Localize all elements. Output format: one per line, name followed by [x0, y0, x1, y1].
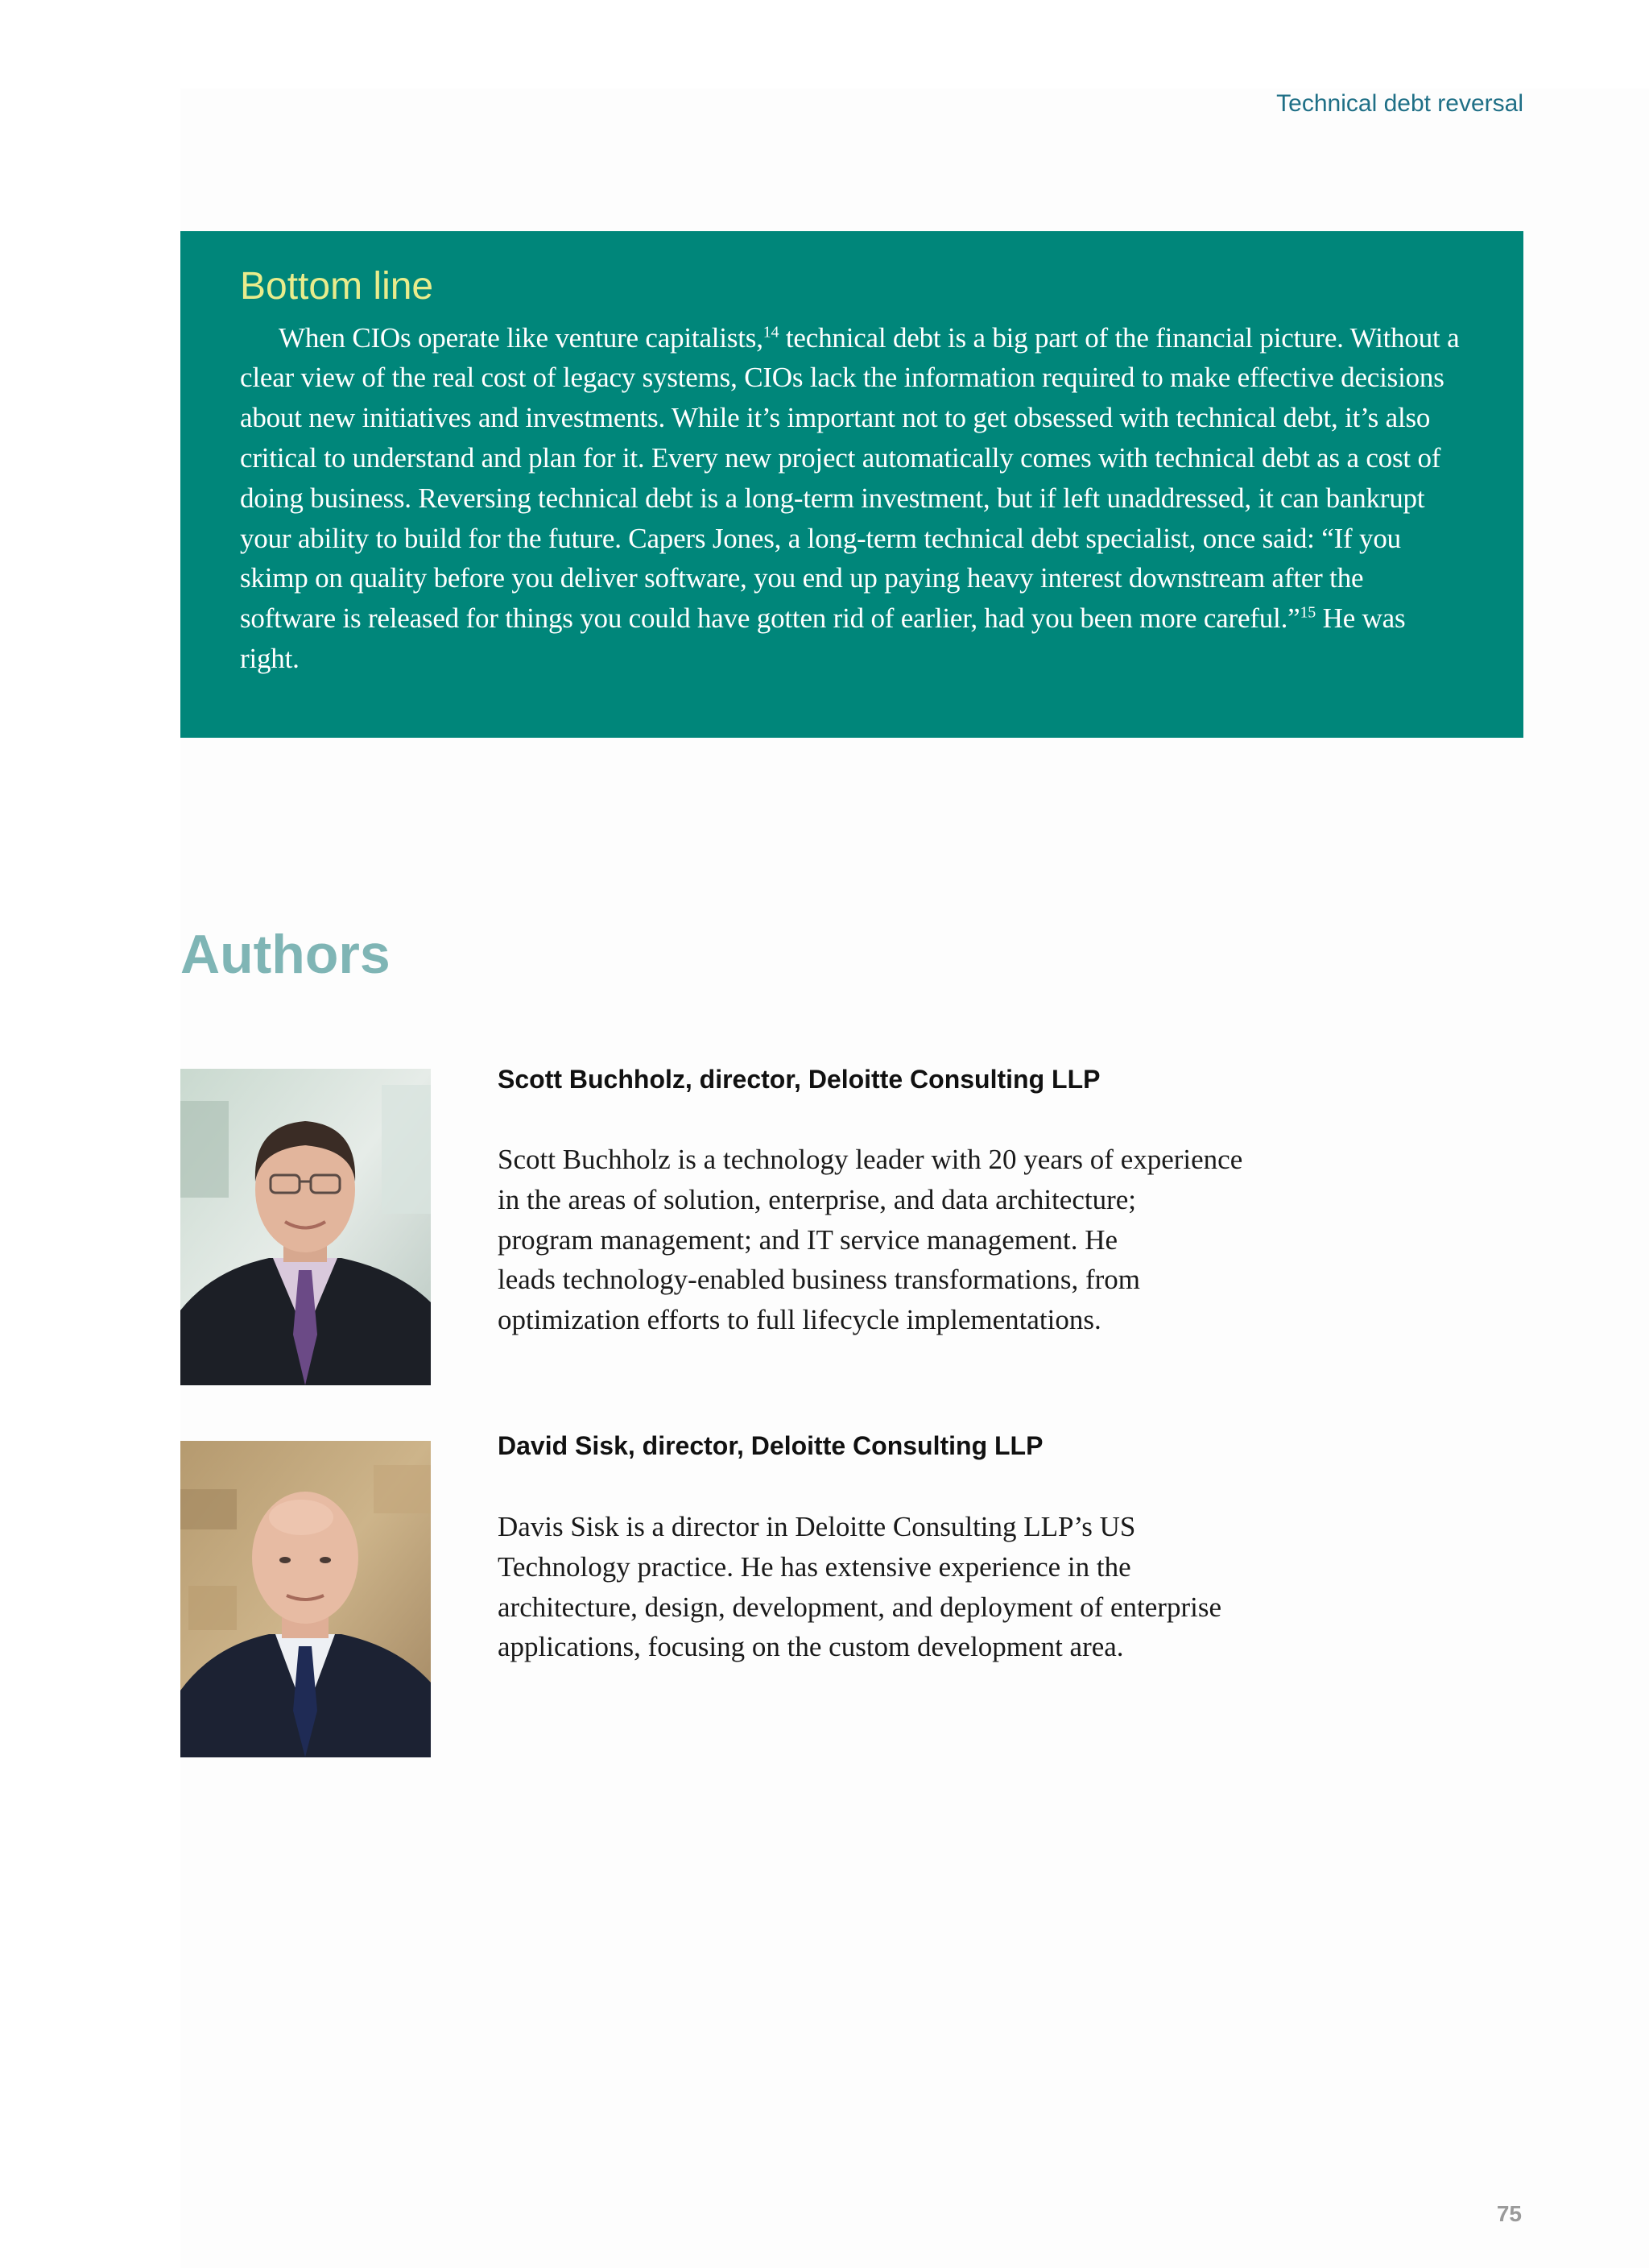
author-name-david-sisk: David Sisk, director, Deloitte Consulting LLP	[498, 1431, 1044, 1460]
bio-line: Technology practice. He has extensive experience in the	[498, 1550, 1131, 1583]
bio-line: architecture, design, development, and deployment of enterprise	[498, 1591, 1221, 1623]
page-number: 75	[1496, 2201, 1522, 2226]
bottom-line-text: When CIOs operate like venture capitalists,	[279, 321, 763, 354]
bottom-line-text: technical debt is a big part of the financial picture. Without a clear view of the real cost of legacy systems, CIOs lack the information required to make effective decisions about new initiatives and investments. While it’s important not to get obsessed with technical debt, it’s also critical to understand and plan for it. Every new project automatically comes with technical debt as a cost of doing business. Reversing technical debt is a long-term investment, but if left unaddressed, it can bankrupt your ability to build for the future. Capers Jones, a long-term technical debt specialist, once said: “If you skimp on quality before you deliver software, you end up paying heavy interest downstream after the software is released for things you could have gotten rid of earlier, had you been more careful.”	[240, 321, 1460, 635]
authors-heading: Authors	[180, 924, 391, 985]
bio-line: Scott Buchholz is a technology leader with 20 years of experience	[498, 1144, 1243, 1175]
bio-line: leads technology-enabled business transformations, from	[498, 1264, 1140, 1296]
bio-line: program management; and IT service management. He	[498, 1223, 1118, 1256]
bottom-line-text: He was right.	[240, 602, 1406, 674]
portrait-image	[180, 1069, 431, 1385]
footnote-ref-14[interactable]: 14	[763, 322, 779, 341]
running-head: Technical debt reversal	[1276, 90, 1523, 117]
footnote-ref-15[interactable]: 15	[1300, 603, 1316, 622]
bio-line: optimization efforts to full lifecycle implementations.	[498, 1304, 1101, 1336]
bottom-line-title: Bottom line	[240, 265, 434, 308]
bottom-line-body	[240, 318, 1465, 679]
bio-line: Davis Sisk is a director in Deloitte Consulting LLP’s US	[498, 1511, 1136, 1542]
portrait-image	[180, 1441, 431, 1757]
author-bio-david-sisk	[498, 1507, 1303, 1667]
author-photo-david-sisk	[180, 1441, 431, 1757]
author-bio-scott-buchholz	[498, 1140, 1303, 1340]
bottom-line-box	[180, 231, 1523, 738]
bio-line: applications, focusing on the custom development area.	[498, 1631, 1124, 1663]
author-name-scott-buchholz: Scott Buchholz, director, Deloitte Consulting LLP	[498, 1065, 1101, 1094]
bio-line: in the areas of solution, enterprise, and data architecture;	[498, 1183, 1137, 1215]
author-photo-scott-buchholz	[180, 1069, 431, 1385]
